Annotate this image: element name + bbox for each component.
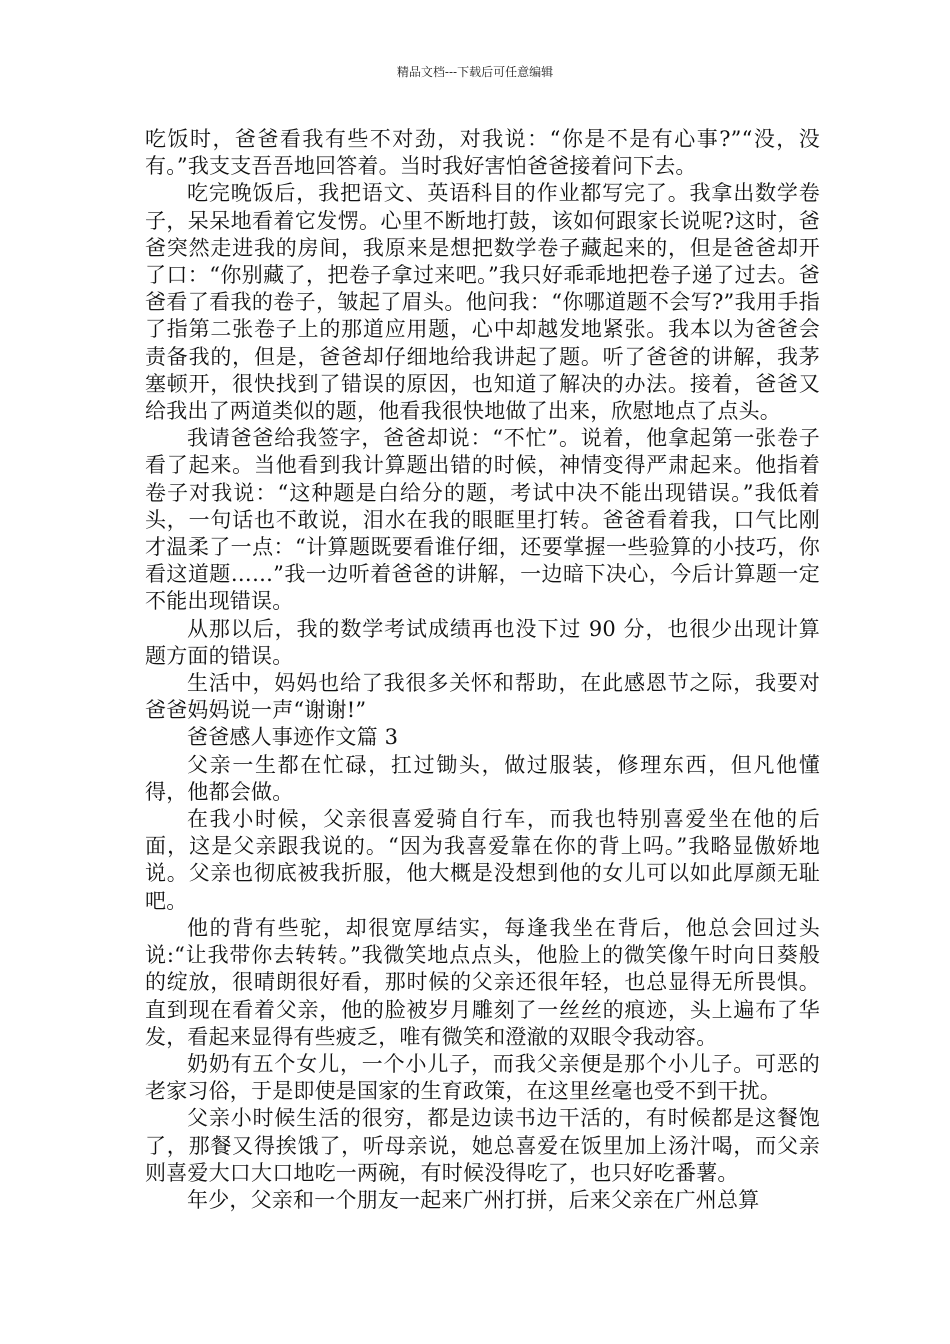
section-heading: 爸爸感人事迹作文篇 3 [187, 725, 399, 750]
paragraph: 年少，父亲和一个朋友一起来广州打拼，后来父亲在广州总算 [187, 1187, 760, 1212]
paragraph: 吃饭时，爸爸看我有些不对劲，对我说：“你是不是有心事?”“没，没有。”我支支吾吾地回答着。当时我好害怕爸爸接着问下去。 [145, 127, 820, 179]
paragraph: 他的背有些驼，却很宽厚结实，每逢我坐在背后，他总会回过头说:“让我带你去转转。”我微笑地点点头，他脸上的微笑像午时向日葵般的绽放，很晴朗很好看，那时候的父亲还很年轻，也总显得无所畏惧。直到现在看着父亲，他的脸被岁月雕刻了一丝丝的痕迹，头上遍布了华发，看起来显得有些疲乏，唯有微笑和澄澈的双眼令我动容。 [145, 915, 820, 1049]
document-body [145, 126, 820, 1214]
page-header: 精品文档---下载后可任意编辑 [396, 65, 554, 79]
paragraph: 生活中，妈妈也给了我很多关怀和帮助，在此感恩节之际，我要对爸爸妈妈说一声“谢谢!” [145, 671, 820, 723]
paragraph: 在我小时候，父亲很喜爱骑自行车，而我也特别喜爱坐在他的后面，这是父亲跟我说的。“因为我喜爱靠在你的背上吗。”我略显傲娇地说。父亲也彻底被我折服，他大概是没想到他的女儿可以如此厚颜无耻吧。 [145, 807, 820, 913]
paragraph: 父亲一生都在忙碌，扛过锄头，做过服装，修理东西，但凡他懂得，他都会做。 [145, 752, 820, 804]
paragraph: 吃完晚饭后，我把语文、英语科目的作业都写完了。我拿出数学卷子，呆呆地看着它发愣。心里不断地打鼓，该如何跟家长说呢?这时，爸爸突然走进我的房间，我原来是想把数学卷子藏起来的，但是爸爸却开了口：“你别藏了，把卷子拿过来吧。”我只好乖乖地把卷子递了过去。爸爸看了看我的卷子，皱起了眉头。他问我：“你哪道题不会写?”我用手指了指第二张卷子上的那道应用题，心中却越发地紧张。我本以为爸爸会责备我的，但是，爸爸却仔细地给我讲起了题。听了爸爸的讲解，我茅塞顿开，很快找到了错误的原因，也知道了解决的办法。接着，爸爸又给我出了两道类似的题，他看我很快地做了出来，欣慰地点了点头。 [145, 181, 820, 424]
paragraph: 从那以后，我的数学考试成绩再也没下过 90 分，也很少出现计算题方面的错误。 [145, 616, 820, 668]
paragraph: 我请爸爸给我签字，爸爸却说：“不忙”。说着，他拿起第一张卷子看了起来。当他看到我计算题出错的时候，神情变得严肃起来。他指着卷子对我说：“这种题是白给分的题，考试中决不能出现错误。”我低着头，一句话也不敢说，泪水在我的眼眶里打转。爸爸看着我，口气比刚才温柔了一点：“计算题既要看谁仔细，还要掌握一些验算的小技巧，你看这道题……”我一边听着爸爸的讲解，一边暗下决心，今后计算题一定不能出现错误。 [145, 426, 820, 614]
paragraph: 父亲小时候生活的很穷，都是边读书边干活的，有时候都是这餐饱了，那餐又得挨饿了，听母亲说，她总喜爱在饭里加上汤汁喝，而父亲则喜爱大口大口地吃一两碗，有时候没得吃了，也只好吃番薯。 [145, 1106, 820, 1185]
paragraph: 奶奶有五个女儿，一个小儿子，而我父亲便是那个小儿子。可恶的老家习俗，于是即使是国家的生育政策，在这里丝毫也受不到干扰。 [145, 1051, 820, 1104]
